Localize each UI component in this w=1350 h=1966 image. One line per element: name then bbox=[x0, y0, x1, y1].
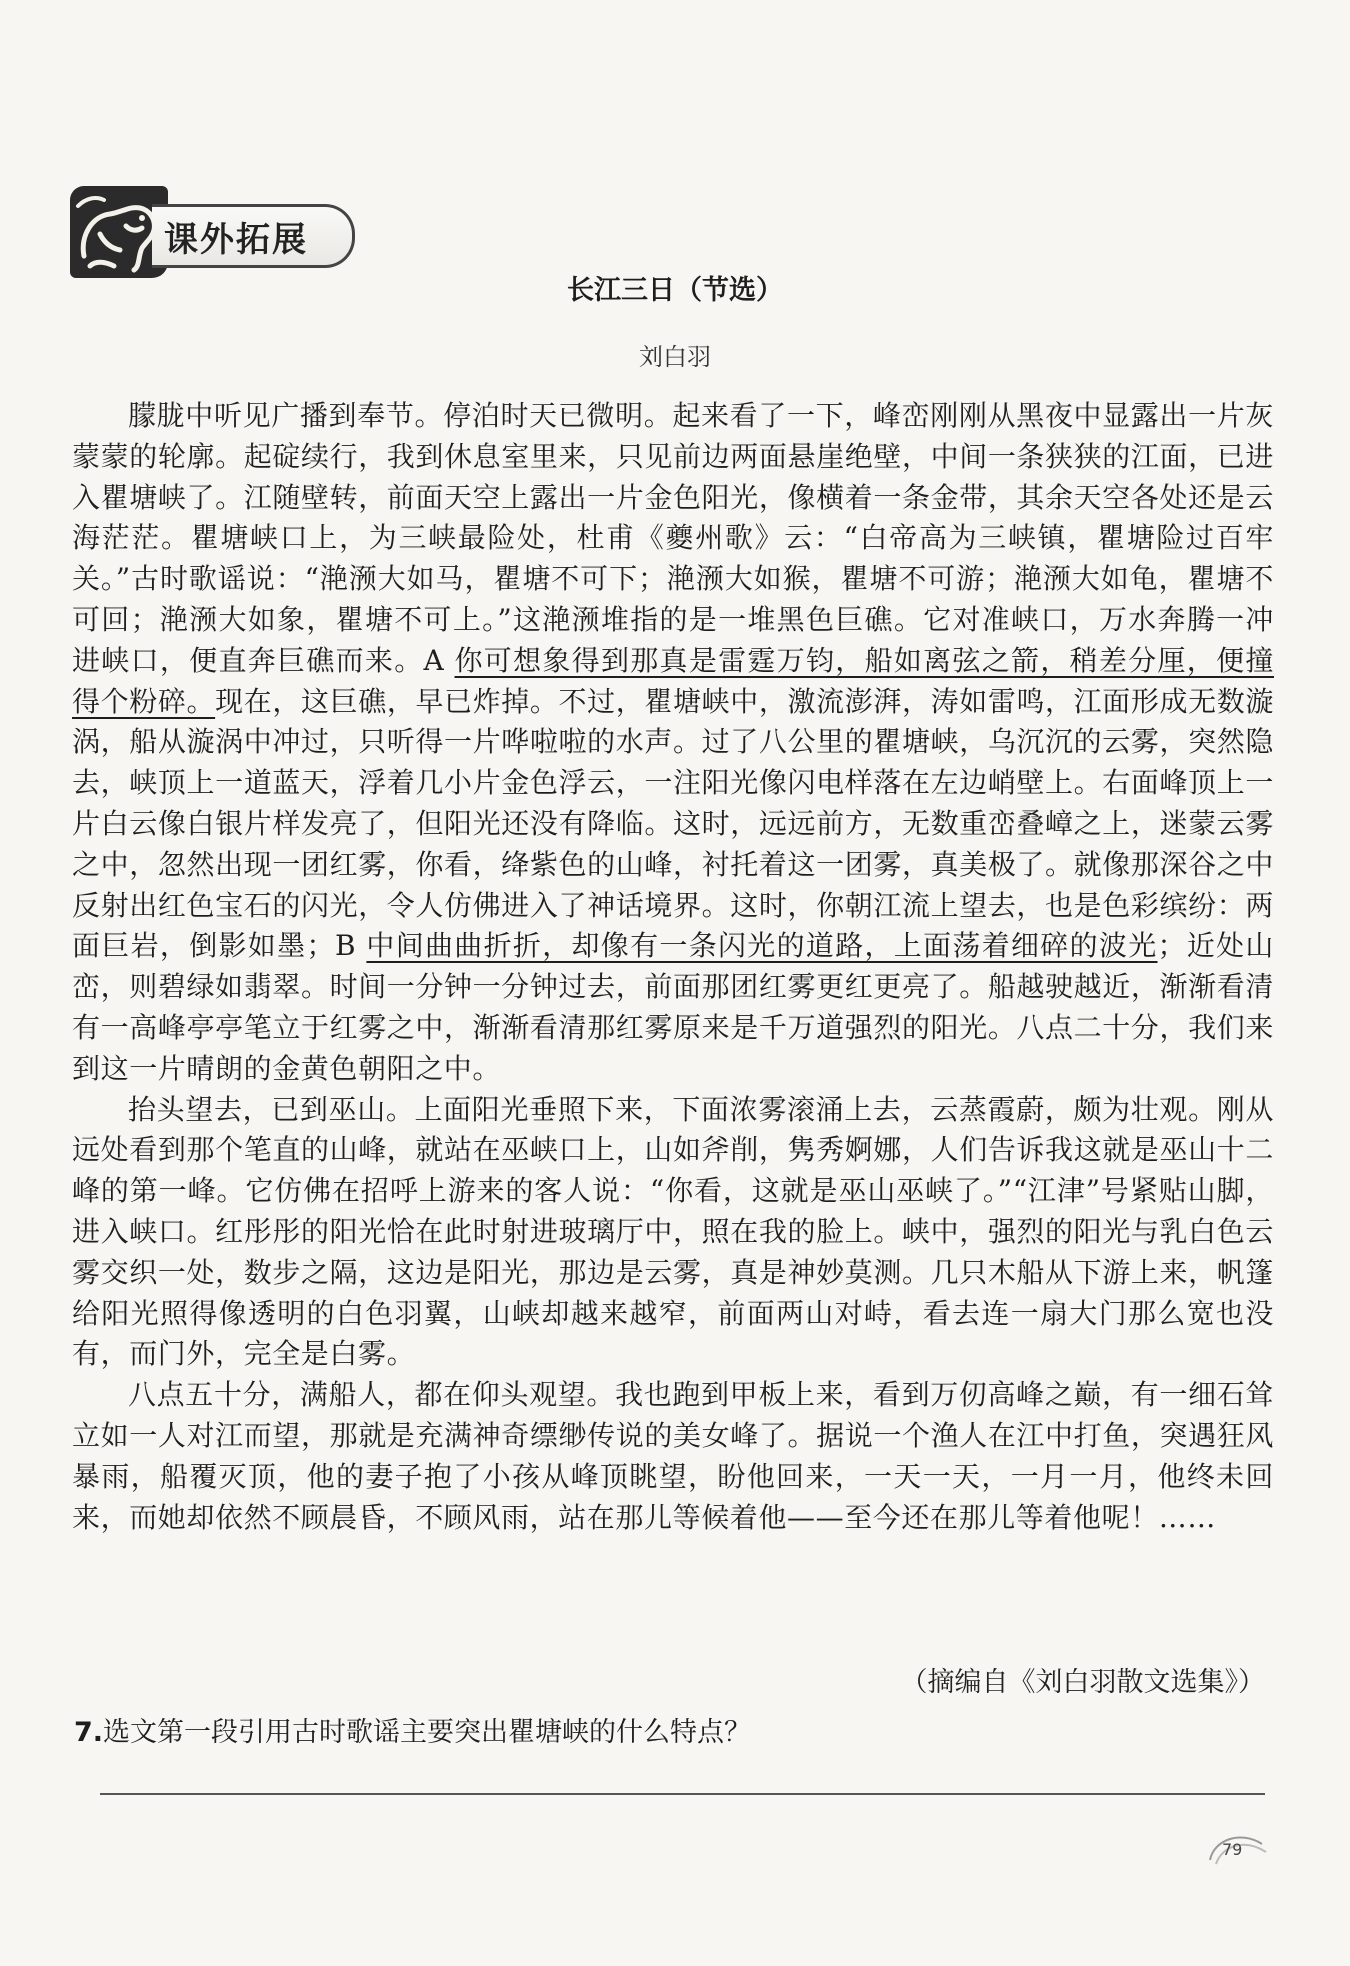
page-number-badge bbox=[1200, 1820, 1280, 1880]
question-number: 7. bbox=[74, 1717, 104, 1748]
article-body bbox=[72, 396, 1274, 1538]
page-number: 79 bbox=[1222, 1840, 1243, 1859]
paragraph-1 bbox=[72, 396, 1274, 1090]
question-7 bbox=[74, 1710, 751, 1749]
paragraph-3: 八点五十分，满船人，都在仰头观望。我也跑到甲板上来，看到万仞高峰之巅，有一细石耸立如一人对江而望，那就是充满神奇缥缈传说的美女峰了。据说一个渔人在江中打鱼，突遇狂风暴雨，船覆灭顶，他的妻子抱了小孩从峰顶眺望，盼他回来，一天一天，一月一月，他终未回来，而她却依然不顾晨昏，不顾风雨，站在那儿等候着他——至今还在那儿等着他呢！…… bbox=[72, 1378, 1274, 1534]
section-banner bbox=[70, 186, 355, 278]
article-author: 刘白羽 bbox=[639, 343, 711, 371]
underlined-sentence-b: 中间曲曲折折，却像有一条闪光的道路，上面荡着细碎的波光 bbox=[366, 929, 1158, 963]
article-source: （摘编自《刘白羽散文选集》） bbox=[900, 1667, 1265, 1698]
paragraph-1-text-a: 朦胧中听见广播到奉节。停泊时天已微明。起来看了一下，峰峦刚刚从黑夜中显露出一片灰蒙蒙的轮廓。起碇续行，我到休息室里来，只见前边两面悬崖绝壁，中间一条狭狭的江面，已进入瞿塘峡了。江随壁转，前面天空上露出一片金色阳光，像横着一条金带，其余天空各处还是云海茫茫。瞿塘峡口上，为三峡最险处，杜甫《夔州歌》云：“白帝高为三峡镇，瞿塘险过百牢关。”古时歌谣说：“滟滪大如马，瞿塘不可下；滟滪大如猴，瞿塘不可游；滟滪大如龟，瞿塘不可回；滟滪大如象，瞿塘不可上。”这滟滪堆指的是一堆黑色巨礁。它对准峡口，万水奔腾一冲进峡口，便直奔巨礁而来。A bbox=[72, 399, 1274, 677]
section-banner-label: 课外拓展 bbox=[164, 220, 308, 260]
paragraph-1-text-b: 现在，这巨礁，早已炸掉。不过，瞿塘峡中，激流澎湃，涛如雷鸣，江面形成无数漩涡，船从漩涡中冲过，只听得一片哗啦啦的水声。过了八公里的瞿塘峡，乌沉沉的云雾，突然隐去，峡顶上一道蓝天，浮着几小片金色浮云，一注阳光像闪电样落在左边峭壁上。右面峰顶上一片白云像白银片样发亮了，但阳光还没有降临。这时，远远前方，无数重峦叠嶂之上，迷蒙云雾之中，忽然出现一团红雾，你看，绛紫色的山峰，衬托着这一团雾，真美极了。就像那深谷之中反射出红色宝石的闪光，令人仿佛进入了神话境界。这时，你朝江流上望去，也是色彩缤纷：两面巨岩，倒影如墨；B bbox=[72, 684, 1274, 963]
article-title: 长江三日（节选） bbox=[567, 275, 783, 306]
paragraph-2: 抬头望去，已到巫山。上面阳光垂照下来，下面浓雾滚涌上去，云蒸霞蔚，颇为壮观。刚从远处看到那个笔直的山峰，就站在巫峡口上，山如斧削，隽秀婀娜，人们告诉我这就是巫山十二峰的第一峰。它仿佛在招呼上游来的客人说：“你看，这就是巫山巫峡了。”“江津”号紧贴山脚，进入峡口。红彤彤的阳光恰在此时射进玻璃厅中，照在我的脸上。峡中，强烈的阳光与乳白色云雾交织一处，数步之隔，这边是阳光，那边是云雾，真是神妙莫测。几只木船从下游上来，帆篷给阳光照得像透明的白色羽翼，山峡却越来越窄，前面两山对峙，看去连一扇大门那么宽也没有，而门外，完全是白雾。 bbox=[72, 1092, 1274, 1371]
paragraph-1-text-c: ；近处山峦，则碧绿如翡翠。时间一分钟一分钟过去，前面那团红雾更红更亮了。船越驶越近，渐渐看清有一高峰亭亭笔立于红雾之中，渐渐看清那红雾原来是千万道强烈的阳光。八点二十分，我们来到这一片晴朗的金黄色朝阳之中。 bbox=[72, 929, 1275, 1085]
answer-line[interactable] bbox=[100, 1793, 1265, 1795]
question-text: 选文第一段引用古时歌谣主要突出瞿塘峡的什么特点？ bbox=[103, 1717, 752, 1748]
underlined-sentence-a: 你可想象得到那真是雷霆万钧，船如离弦之箭，稍差分厘，便撞得个粉碎。 bbox=[72, 643, 1274, 718]
